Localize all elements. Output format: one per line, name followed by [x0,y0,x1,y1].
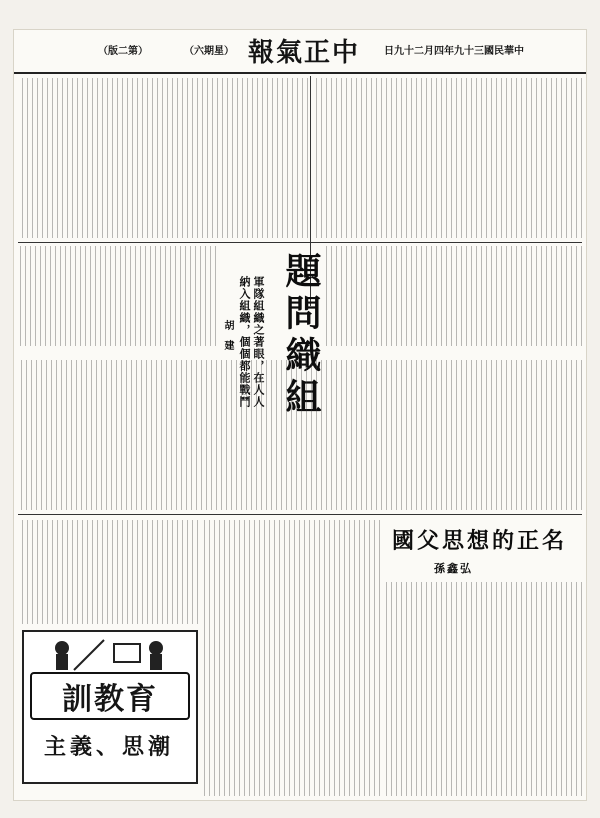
education-emblem [22,630,198,784]
emblem-slogan: 主義、思潮 [43,734,174,760]
body-text-block [18,520,198,624]
body-text-block [324,246,582,346]
author-name-text: 孫鑫弘 [434,562,473,575]
author-name [434,560,473,576]
author-organization: 胡 建 [222,320,233,350]
page-section-label: （版二第） [98,46,148,57]
headline-name-text: 國父思想的正名 [392,528,568,554]
subtitle-organization-2: 納入組織，個個都能戰鬥 [238,276,251,408]
masthead [14,30,586,74]
horizontal-rule [18,514,582,515]
emblem-banner: 訓教育 [30,672,190,720]
weekday-label: （六期星） [184,46,234,57]
newspaper-page [14,30,586,800]
subtitle-organization-1: 軍隊組織之著眼，在人人 [252,276,265,408]
body-text-block [314,78,582,238]
body-text-block [204,520,380,796]
body-text-block [18,360,582,510]
body-text-block [386,582,582,796]
body-text-block [18,246,216,346]
body-text-block [18,78,308,238]
issue-date: 日九十二月四年九十三國民華中 [384,46,524,57]
scholars-illustration-icon [44,634,174,672]
paper-title: 報氣正中 [248,38,361,68]
headline-organization: 題問織組 [280,252,322,420]
horizontal-rule [18,242,582,243]
headline-name [392,524,567,555]
